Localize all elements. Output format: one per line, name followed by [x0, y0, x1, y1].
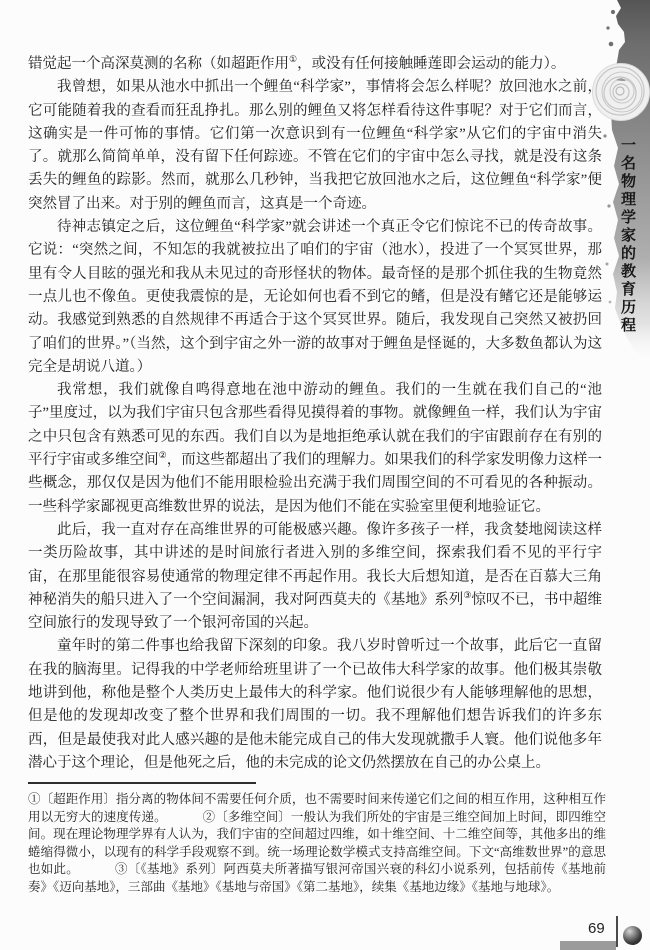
paragraph-text: ，而这些都超出了我们的理解力。如果我们的科学家发明像力这样一些概念，那仅仅是因为他们不能用眼检验出充满于我们周围空间的不可看见的各种振动。一些科学家鄙视更高维数世界的说法，是因为他们不能在实验室里便利地验证它。 — [28, 452, 603, 515]
footnote: ③〔《基地》系列〕阿西莫夫所著描写银河帝国兴衰的科幻小说系列，包括前传《基地前奏》《迈向基地》，三部曲《基地》《基地与帝国》《第二基地》，续集《基地边缘》《基地与地球》。 — [28, 862, 606, 894]
page-number: 69 — [588, 920, 605, 937]
footnote-divider — [28, 782, 256, 784]
footnote-ref: ② — [158, 450, 167, 461]
paragraph-text: 童年时的第二件事也给我留下深刻的印象。我八岁时曾听过一个故事，此后它一直留在我的脑海里。记得我的中学老师给班里讲了一个已故伟大科学家的故事。他们极其崇敬地讲到他，称他是整个人类历史上最伟大的科学家。他们说很少有人能够理解他的思想，但是他的发现却改变了整个世界和我们周围的一切。我不理解他们想告诉我们的许多东西，但是最使我对此人感兴趣的是他未能完成自己的伟大发现就撒手人寰。他们说他多年潜心于这个理论，但是他死之后，他的未完成的论文仍然摆放在自己的办公桌上。 — [28, 638, 602, 771]
paragraph — [28, 635, 602, 775]
paragraph-text: ，或没有任何接触睡莲即会运动的能力）。 — [297, 56, 566, 72]
footnotes — [28, 791, 606, 896]
paragraph-text: 惊叹不已，书中超维空间旅行的发现导致了一个银河帝国的兴起。 — [28, 591, 603, 632]
footnote: ①〔超距作用〕指分离的物体间不需要任何介质，也不需要时间来传递它们之间的相互作用，这种相互作用以无穷大的速度传递。 — [28, 792, 606, 824]
paragraph — [28, 216, 602, 379]
paragraph-text: 我常想，我们就像自鸣得意地在池中游动的鲤鱼。我们的一生就在我们自己的“池子”里度过，以为我们宇宙只包含那些看得见摸得着的事物。就像鲤鱼一样，我们认为宇宙之中只包含有熟悉可见的东西。我们自以为是地拒绝承认就在我们的宇宙跟前存在有别的平行宇宙或多维空间 — [28, 382, 602, 469]
paragraph-text: 错觉起一个高深莫测的名称（如超距作用 — [28, 56, 289, 72]
footnote: ②〔多维空间〕一般认为我们所处的宇宙是三维空间加上时间，即四维空间。现在理论物理学界有人认为，我们宇宙的空间超过四维，如十维空间、十二维空间等，其他多出的维蜷缩得微小，以现有的科学手段观察不到。统一场理论数学模式支持高维空间。下文“高维数世界”的意思也如此。 — [28, 809, 606, 876]
sidebar-title: 一名物理学家的教育历程 — [619, 137, 636, 335]
footnote-ref: ③ — [463, 590, 472, 600]
paragraph — [28, 76, 602, 216]
paragraph — [28, 519, 602, 635]
torn-blobs — [603, 10, 615, 304]
article-body — [28, 53, 602, 775]
paragraph-text: 我曾想，如果从池水中抓出一个鲤鱼“科学家”，事情将会怎么样呢？放回池水之前，它可能随着我的查看而狂乱挣扎。那么别的鲤鱼又将怎样看待这件事呢？对于它们而言，这确实是一件可怖的事情。它们第一次意识到有一位鲤鱼“科学家”从它们的宇宙中消失了。就那么简简单单，没有留下任何踪迹。不管在它们的宇宙中怎么寻找，就是没有这条丢失的鲤鱼的踪影。然而，就那么几秒钟，当我把它放回池水之后，这位鲤鱼“科学家”便突然冒了出来。对于别的鲤鱼而言，这真是一个奇迹。 — [28, 79, 602, 212]
paragraph — [28, 53, 602, 76]
paragraph-text: 此后，我一直对存在高维世界的可能极感兴趣。像许多孩子一样，我贪婪地阅读这样一类历险故事，其中讲述的是时间旅行者进入别的多维空间，探索我们看不见的平行宇宙，在那里能很容易使通常的物理定律不再起作用。我长大后想知道，是否在百慕大三角神秘消失的船只进入了一个空间漏洞，我对阿西莫夫的《基地》系列 — [28, 521, 602, 608]
sphere-icon — [623, 926, 642, 945]
footnote-ref: ① — [289, 54, 298, 65]
page-number-rule — [616, 916, 618, 947]
page-number-bar — [560, 941, 616, 950]
paragraph — [28, 379, 602, 519]
paragraph-text: 待神志镇定之后，这位鲤鱼“科学家”就会讲述一个真正令它们惊诧不已的传奇故事。它说：“突然之间，不知怎的我就被拉出了咱们的宇宙（池水），投进了一个冥冥世界，那里有令人目眩的强光和我从未见过的奇形怪状的物体。最奇怪的是那个抓住我的生物竟然一点儿也不像鱼。更使我震惊的是，无论如何也看不到它的鳍，但是没有鳍它还是能够运动。我感觉到熟悉的自然规律不再适合于这个冥冥世界。随后，我发现自己突然又被扔回了咱们的世界。”（当然，这个到宇宙之外一游的故事对于鲤鱼是怪诞的，大多数鱼都认为这完全是胡说八道。） — [28, 219, 602, 375]
